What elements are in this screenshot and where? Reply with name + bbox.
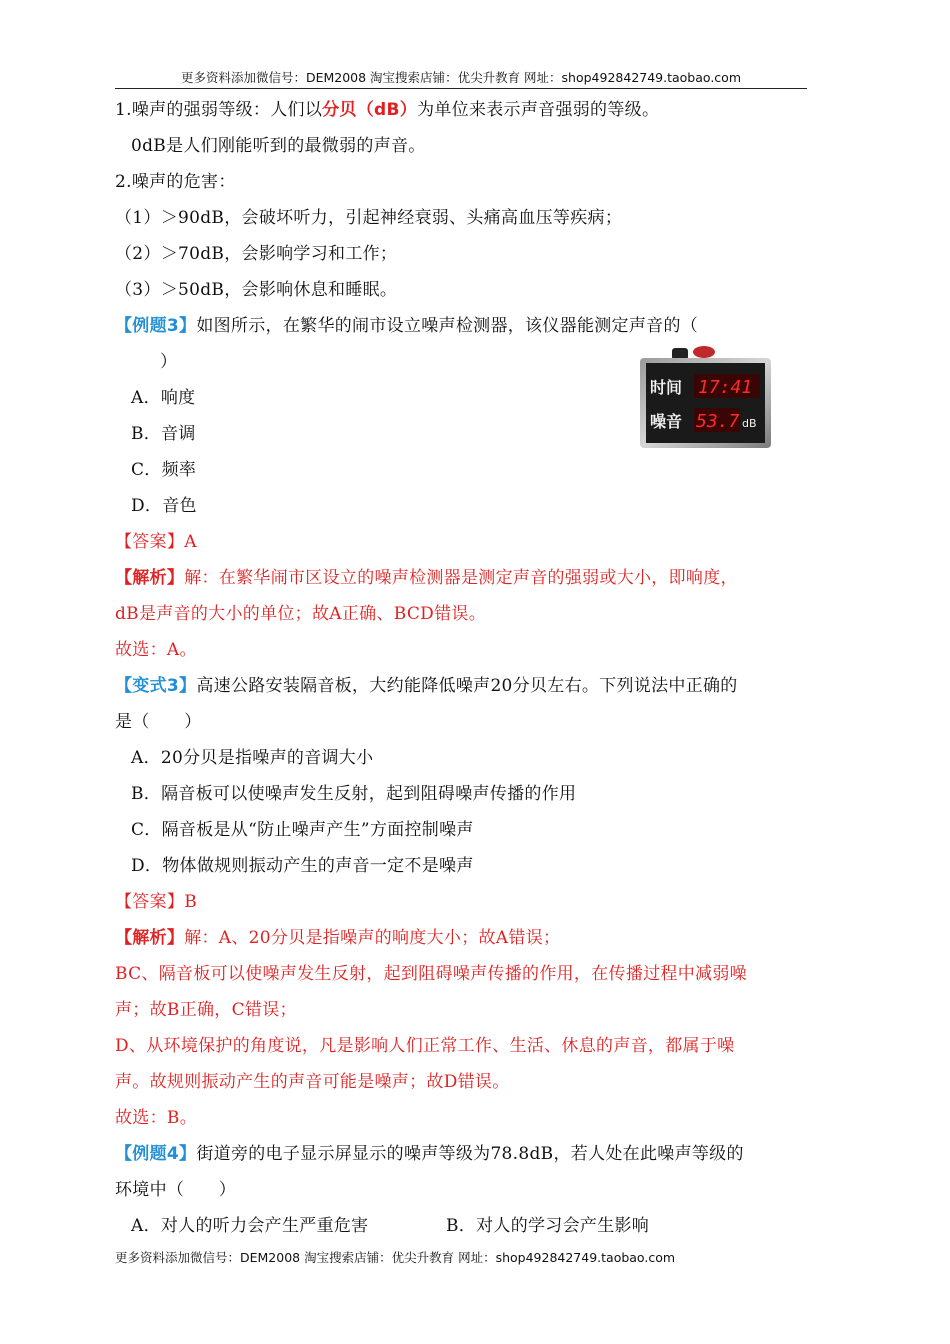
var3-analysis-text1: 解：A、20分贝是指噪声的响度大小；故A错误； (184, 928, 561, 948)
ex4-option-a: A．对人的听力会产生严重危害 (131, 1216, 369, 1236)
section2-item-1: （1）＞90dB，会破坏听力，引起神经衰弱、头痛高血压等疾病； (115, 208, 623, 228)
var3-analysis-line1 (115, 926, 560, 950)
var3-tag: 【变式3】 (115, 676, 197, 696)
meter-noise-label: 噪音 (650, 412, 683, 431)
page-header: 更多资料添加微信号：DEM2008 淘宝搜索店铺：优尖升教育 网址：shop492842749.taobao.com (180, 70, 742, 85)
section2-title: 2.噪声的危害： (115, 172, 236, 192)
var3-answer-value: B (184, 892, 197, 912)
ex3-analysis-line2: dB是声音的大小的单位；故A正确、BCD错误。 (115, 604, 486, 624)
meter-noise-value: 53.7 (696, 411, 740, 432)
page-footer: 更多资料添加微信号：DEM2008 淘宝搜索店铺：优尖升教育 网址：shop492842749.taobao.com (115, 1250, 676, 1265)
ex3-analysis-tag: 【解析】 (115, 568, 185, 588)
ex4-option-b: B．对人的学习会产生影响 (446, 1216, 650, 1236)
section2-item-2: （2）＞70dB，会影响学习和工作； (115, 244, 398, 264)
ex3-question (115, 314, 698, 338)
var3-question (115, 674, 738, 698)
var3-choice: 故选：B。 (115, 1108, 197, 1128)
section2-item-3: （3）＞50dB，会影响休息和睡眠。 (115, 280, 398, 300)
var3-answer (115, 890, 197, 914)
ex3-tag: 【例题3】 (115, 316, 197, 336)
var3-question-cont: 是（ ） (115, 712, 202, 732)
var3-analysis-line3: 声；故B正确，C错误； (115, 1000, 297, 1020)
var3-analysis-line4: D、从环境保护的角度说，凡是影响人们正常工作、生活、休息的声音，都属于噪 (115, 1036, 735, 1056)
ex3-option-c: C．频率 (131, 460, 197, 480)
ex3-answer (115, 530, 197, 554)
var3-analysis-line2: BC、隔音板可以使噪声发生反射，起到阻碍噪声传播的作用，在传播过程中减弱噪 (115, 964, 747, 984)
ex3-answer-value: A (184, 532, 197, 552)
ex4-question-cont: 环境中（ ） (115, 1180, 237, 1200)
header-divider (115, 88, 807, 89)
ex3-answer-tag: 【答案】 (115, 532, 185, 552)
var3-analysis-line5: 声。故规则振动产生的声音可能是噪声；故D错误。 (115, 1072, 510, 1092)
var3-option-a: A．20分贝是指噪声的音调大小 (131, 748, 374, 768)
meter-time-value: 17:41 (698, 377, 753, 398)
meter-time-label: 时间 (650, 378, 683, 397)
var3-option-b: B．隔音板可以使噪声发生反射，起到阻碍噪声传播的作用 (131, 784, 577, 804)
noise-meter-image (638, 342, 773, 450)
ex3-option-d: D．音色 (131, 496, 197, 516)
ex3-option-b: B．音调 (131, 424, 196, 444)
ex3-question-text: 如图所示，在繁华的闹市设立噪声检测器，该仪器能测定声音的（ (196, 316, 699, 336)
var3-answer-tag: 【答案】 (115, 892, 185, 912)
section1-post: 为单位来表示声音强弱的等级。 (417, 100, 660, 120)
section1-line1 (115, 98, 659, 122)
ex3-analysis-text1: 解：在繁华闹市区设立的噪声检测器是测定声音的强弱或大小，即响度， (184, 568, 738, 588)
ex4-question (115, 1142, 744, 1166)
section1-pre: 1.噪声的强弱等级：人们以 (115, 100, 323, 120)
meter-alarm-light (693, 346, 715, 358)
ex3-choice: 故选：A。 (115, 640, 197, 660)
ex4-question-text: 街道旁的电子显示屏显示的噪声等级为78.8dB，若人处在此噪声等级的 (196, 1144, 744, 1164)
section1-highlight: 分贝（dB） (322, 100, 418, 120)
ex4-tag: 【例题4】 (115, 1144, 197, 1164)
section1-line2: 0dB是人们刚能听到的最微弱的声音。 (131, 136, 426, 156)
var3-option-d: D．物体做规则振动产生的声音一定不是噪声 (131, 856, 474, 876)
meter-unit: dB (742, 417, 757, 430)
ex3-question-cont: ） (160, 352, 178, 372)
ex3-analysis-line1 (115, 566, 738, 590)
ex3-option-a: A．响度 (131, 388, 196, 408)
var3-analysis-tag: 【解析】 (115, 928, 185, 948)
var3-option-c: C．隔音板是从“防止噪声产生”方面控制噪声 (131, 820, 474, 840)
var3-question-text: 高速公路安装隔音板，大约能降低噪声20分贝左右。下列说法中正确的 (196, 676, 738, 696)
